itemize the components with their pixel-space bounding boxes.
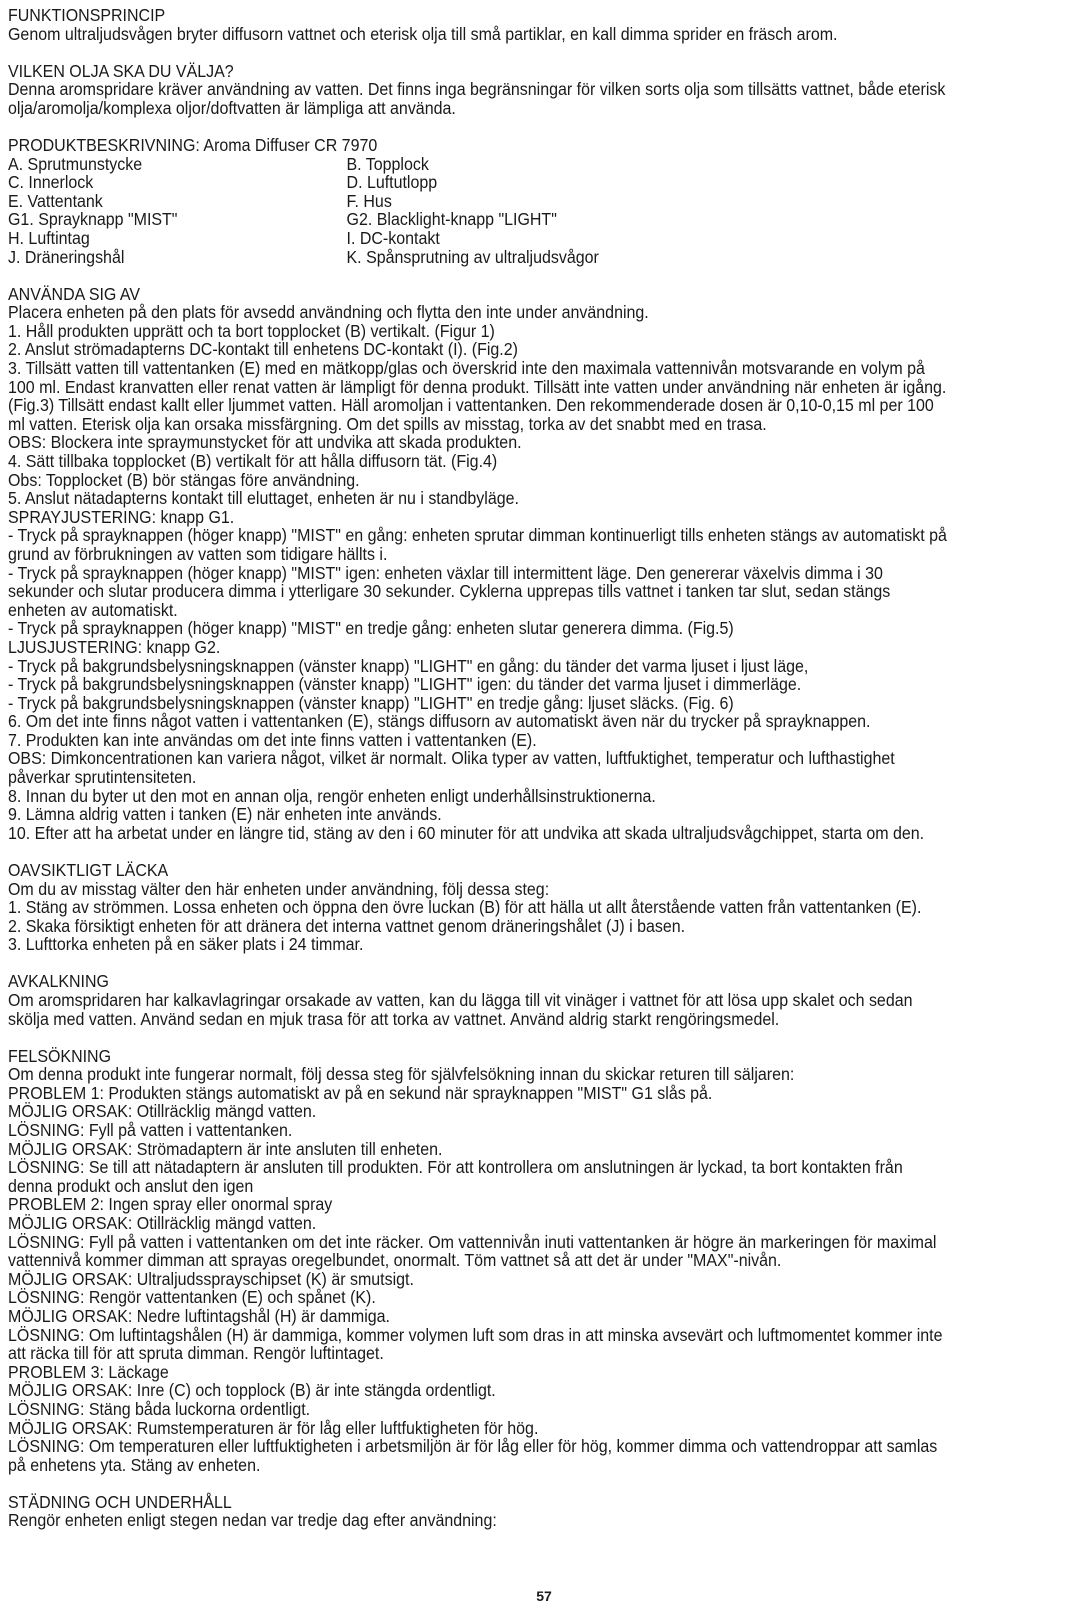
text-line: Placera enheten på den plats för avsedd användning och flytta den inte under användning. <box>8 302 649 323</box>
text-line: Denna aromspridare kräver användning av vatten. Det finns inga begränsningar för vilken sorts olja som tillsätts vattnet, både eterisk <box>8 79 946 100</box>
section-stadning <box>8 1493 1003 1530</box>
parts-row <box>8 229 1003 248</box>
parts-list <box>8 155 1003 267</box>
parts-row <box>8 155 1003 174</box>
section-avkalkning <box>8 972 1003 1028</box>
part-label: A. Sprutmunstycke <box>8 153 143 174</box>
text-line: på enhetens yta. Stäng av enheten. <box>8 1454 261 1475</box>
text-line: - Tryck på sprayknappen (höger knapp) "MIST" en gång: enheten sprutar dimman kontinuerligt tills enheten stängs av automatiskt på <box>8 525 947 546</box>
text-line: LÖSNING: Om luftintagshålen (H) är dammiga, kommer volymen luft som dras in att minska avsevärt och luftmomentet kommer inte <box>8 1324 943 1345</box>
text-line: Rengör enheten enligt stegen nedan var tredje dag efter användning: <box>8 1510 497 1531</box>
part-label: G2. Blacklight-knapp "LIGHT" <box>346 209 557 230</box>
text-line: (Fig.3) Tillsätt endast kallt eller ljummet vatten. Häll aromoljan i vattentanken. Den rekommenderade dosen är 0,10-0,15 ml per 100 <box>8 395 934 416</box>
text-line: - Tryck på sprayknappen (höger knapp) "MIST" en tredje gång: enheten slutar generera dimma. (Fig.5) <box>8 618 734 639</box>
text-line: LÖSNING: Stäng båda luckorna ordentligt. <box>8 1398 311 1419</box>
section-vilken-olja <box>8 62 1003 118</box>
text-line: 5. Anslut nätadapterns kontakt till eluttaget, enheten är nu i standbyläge. <box>8 488 519 509</box>
text-line: OBS: Dimkoncentrationen kan variera något, vilket är normalt. Olika typer av vatten, luftfuktighet, temperatur och lufthastighet <box>8 748 895 769</box>
text-line: 100 ml. Endast kranvatten eller renat vatten är lämpligt för denna produkt. Tillsätt inte vatten under användning när enheten är igång. <box>8 376 947 397</box>
text-line: denna produkt och anslut den igen <box>8 1175 254 1196</box>
section-heading: VILKEN OLJA SKA DU VÄLJA? <box>8 60 234 81</box>
text-line: påverkar sprutintensiteten. <box>8 767 197 788</box>
subheading: SPRAYJUSTERING: knapp G1. <box>8 506 235 527</box>
section-felsokning <box>8 1047 1003 1475</box>
text-line: 6. Om det inte finns något vatten i vattentanken (E), stängs diffusorn av automatiskt även när du trycker på sprayknappen. <box>8 711 871 732</box>
section-anvanda <box>8 285 1003 843</box>
text-line: LÖSNING: Om temperaturen eller luftfuktigheten i arbetsmiljön är för låg eller för hög, kommer dimma och vattendroppar att samlas <box>8 1436 938 1457</box>
text-line: - Tryck på bakgrundsbelysningsknappen (vänster knapp) "LIGHT" en gång: du tänder det varma ljuset i ljust läge, <box>8 655 809 676</box>
manual-page <box>8 6 1003 1530</box>
text-line: 1. Stäng av strömmen. Lossa enheten och öppna den övre luckan (B) för att hälla ut allt återstående vatten från vattentanken (E). <box>8 897 922 918</box>
parts-row <box>8 173 1003 192</box>
text-line: 2. Anslut strömadapterns DC-kontakt till enhetens DC-kontakt (I). (Fig.2) <box>8 339 518 360</box>
part-label: F. Hus <box>346 190 392 211</box>
text-line: PROBLEM 2: Ingen spray eller onormal spray <box>8 1194 333 1215</box>
text-line: enheten av automatiskt. <box>8 599 178 620</box>
text-line: 3. Tillsätt vatten till vattentanken (E) med en mätkopp/glas och överskrid inte den maximala vattennivån motsvarande en volym på <box>8 358 925 378</box>
part-label: I. DC-kontakt <box>346 227 440 248</box>
text-line: 8. Innan du byter ut den mot en annan olja, rengör enheten enligt underhållsinstruktionerna. <box>8 785 656 806</box>
section-oavsiktligt-lacka <box>8 861 1003 954</box>
text-line: OBS: Blockera inte spraymunstycket för att undvika att skada produkten. <box>8 432 522 453</box>
text-line: MÖJLIG ORSAK: Strömadaptern är inte ansluten till enheten. <box>8 1138 443 1159</box>
text-line: MÖJLIG ORSAK: Inre (C) och topplock (B) är inte stängda ordentligt. <box>8 1380 496 1401</box>
text-line: LÖSNING: Fyll på vatten i vattentanken om det inte räcker. Om vattennivån inuti vattentanken är högre än markeringen för maximal <box>8 1231 937 1252</box>
text-line: MÖJLIG ORSAK: Rumstemperaturen är för låg eller luftfuktigheten för hög. <box>8 1417 539 1438</box>
parts-row <box>8 210 1003 229</box>
text-line: 10. Efter att ha arbetat under en längre tid, stäng av den i 60 minuter för att undvika att skada ultraljudsvågchippet, starta om den. <box>8 822 925 843</box>
text-line: vattennivå kommer dimman att sprayas oregelbundet, onormalt. Töm vattnet så att det är under "MAX"-nivån. <box>8 1250 782 1271</box>
text-line: 7. Produkten kan inte användas om det inte finns vatten i vattentanken (E). <box>8 729 537 750</box>
parts-row <box>8 192 1003 211</box>
text-line: Obs: Topplocket (B) bör stängas före användning. <box>8 469 360 490</box>
text-line: 4. Sätt tillbaka topplocket (B) vertikalt för att hålla diffusorn tät. (Fig.4) <box>8 450 498 471</box>
text-line: ml vatten. Eterisk olja kan orsaka missfärgning. Om det spills av misstag, torka av det snabbt med en trasa. <box>8 413 767 434</box>
text-line: PROBLEM 1: Produkten stängs automatiskt av på en sekund när sprayknappen "MIST" G1 slås på. <box>8 1082 713 1103</box>
section-heading: AVKALKNING <box>8 971 109 992</box>
text-line: 9. Lämna aldrig vatten i tanken (E) när enheten inte används. <box>8 804 442 825</box>
text-line: skölja med vatten. Använd sedan en mjuk trasa för att torka av vattnet. Använd aldrig starkt rengöringsmedel. <box>8 1008 780 1029</box>
text-line: Om denna produkt inte fungerar normalt, följ dessa steg för självfelsökning innan du skickar returen till säljaren: <box>8 1064 795 1085</box>
text-line: MÖJLIG ORSAK: Nedre luftintagshål (H) är dammiga. <box>8 1306 390 1326</box>
text-line: LÖSNING: Se till att nätadaptern är ansluten till produkten. För att kontrollera om anslutningen är lyckad, ta bort kontakten från <box>8 1157 903 1178</box>
text-line: - Tryck på bakgrundsbelysningsknappen (vänster knapp) "LIGHT" igen: du tänder det varma ljuset i dimmerläge. <box>8 674 802 695</box>
text-line: att räcka till för att spruta dimman. Rengör luftintaget. <box>8 1343 384 1364</box>
parts-row <box>8 248 1003 267</box>
text-line: 2. Skaka försiktigt enheten för att dränera det interna vattnet genom dräneringshålet (J) i basen. <box>8 915 686 936</box>
text-line: Om aromspridaren har kalkavlagringar orsakade av vatten, kan du lägga till vit vinäger i vattnet för att lösa upp skalet och sedan <box>8 990 913 1010</box>
text-line: Genom ultraljudsvågen bryter diffusorn vattnet och eterisk olja till små partiklar, en kall dimma sprider en fräsch arom. <box>8 23 838 44</box>
text-line: - Tryck på sprayknappen (höger knapp) "MIST" igen: enheten växlar till intermittent läge. Den genererar växelvis dimma i 30 <box>8 562 883 583</box>
text-line: PROBLEM 3: Läckage <box>8 1361 169 1382</box>
text-line: 1. Håll produkten upprätt och ta bort topplocket (B) vertikalt. (Figur 1) <box>8 320 495 341</box>
text-line: sekunder och slutar producera dimma i ytterligare 30 sekunder. Cyklerna upprepas tills vattnet i tanken tar slut, sedan stängs <box>8 581 891 602</box>
subheading: LJUSJUSTERING: knapp G2. <box>8 636 221 657</box>
text-line: MÖJLIG ORSAK: Otillräcklig mängd vatten. <box>8 1101 317 1122</box>
part-label: K. Spånsprutning av ultraljudsvågor <box>346 246 599 267</box>
text-line: olja/aromolja/komplexa oljor/doftvatten är lämpliga att använda. <box>8 97 456 118</box>
text-line: - Tryck på bakgrundsbelysningsknappen (vänster knapp) "LIGHT" en tredje gång: ljuset släcks. (Fig. 6) <box>8 692 734 713</box>
part-label: C. Innerlock <box>8 172 94 193</box>
text-line: grund av förbrukningen av vatten som tidigare hällts i. <box>8 543 388 564</box>
section-heading: STÄDNING OCH UNDERHÅLL <box>8 1491 232 1512</box>
section-heading: FUNKTIONSPRINCIP <box>8 5 166 25</box>
text-line: MÖJLIG ORSAK: Ultraljudssprayschipset (K) är smutsigt. <box>8 1268 414 1289</box>
section-produktbeskrivning <box>8 136 1003 266</box>
part-label: E. Vattentank <box>8 190 103 211</box>
page-number: 57 <box>536 1588 552 1604</box>
text-line: 3. Lufttorka enheten på en säker plats i 24 timmar. <box>8 934 364 955</box>
section-heading: OAVSIKTLIGT LÄCKA <box>8 859 169 880</box>
part-label: D. Luftutlopp <box>346 172 438 193</box>
text-line: LÖSNING: Rengör vattentanken (E) och spånet (K). <box>8 1287 376 1308</box>
part-label: H. Luftintag <box>8 227 90 248</box>
section-heading: ANVÄNDA SIG AV <box>8 283 141 304</box>
section-funktionsprincip <box>8 6 1003 43</box>
text-line: Om du av misstag välter den här enheten under användning, följ dessa steg: <box>8 878 550 899</box>
text-line: LÖSNING: Fyll på vatten i vattentanken. <box>8 1120 293 1141</box>
part-label: J. Dräneringshål <box>8 246 125 267</box>
text-line: MÖJLIG ORSAK: Otillräcklig mängd vatten. <box>8 1213 317 1234</box>
section-heading: FELSÖKNING <box>8 1045 112 1066</box>
part-label: B. Topplock <box>346 153 429 174</box>
part-label: G1. Sprayknapp "MIST" <box>8 209 178 230</box>
section-heading: PRODUKTBESKRIVNING: Aroma Diffuser CR 7970 <box>8 134 378 155</box>
